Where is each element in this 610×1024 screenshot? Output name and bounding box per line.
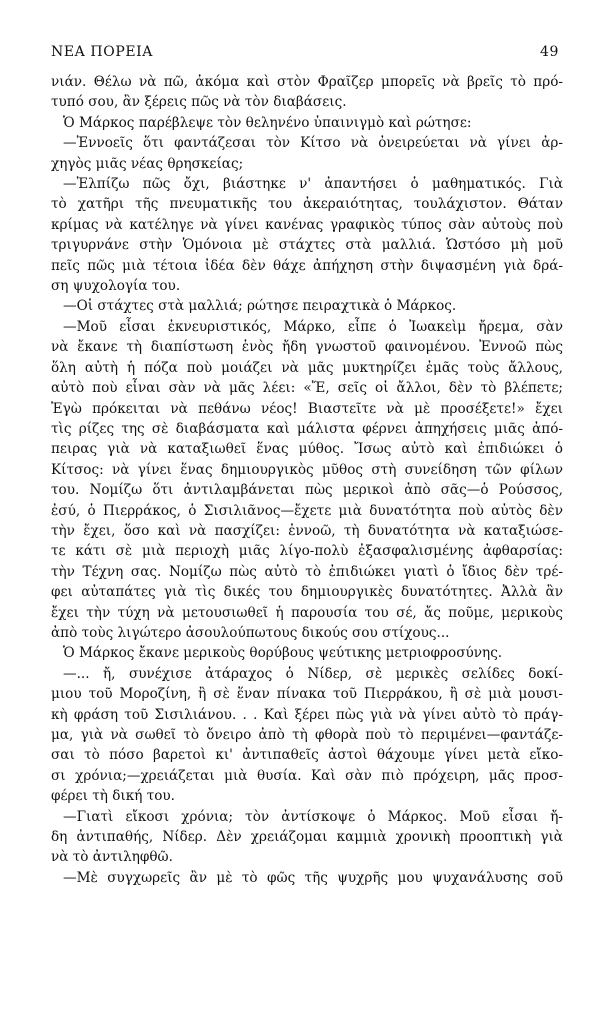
text-line: Κίτσος: νὰ γίνει ἕνας δημιουργικὸς μῦθος στὴ συνείδηση τῶν φίλων: [51, 461, 563, 478]
text-line: τὶς ρίζες της σὲ διαβάσματα καὶ μάλιστα φέρνει ἀπηχήσεις μιᾶς ἀπό-: [51, 420, 563, 437]
text-line: Ὁ Μάρκος παρέβλεψε τὸν θεληνένο ὑπαινιγμὸ καὶ ρώτησε:: [63, 114, 472, 131]
text-line: πεῖς πῶς μιὰ τέτοια ἰδέα δὲν θάχε ἀπήχηση στὴν διψασμένη γιὰ δρά-: [51, 257, 563, 274]
text-line: ση ψυχολογία του.: [51, 278, 181, 295]
text-line: —Γιατὶ εἴκοσι χρόνια; τὸν ἀντίσκοψε ὁ Μάρκος. Μοῦ εἶσαι ἤ-: [63, 808, 563, 825]
text-line: —Μὲ συγχωρεῖς ἂν μὲ τὸ φῶς τῆς ψυχρῆς μου ψυχανάλυσης σοῦ: [63, 869, 563, 886]
text-line: κὴ φράση τοῦ Σισιλιάνου. . . Καὶ ξέρει πὼς γιὰ νὰ γίνει αὐτὸ τὸ πράγ-: [51, 706, 563, 723]
text-line: νὰ τὸ ἀντιληφθῶ.: [51, 849, 173, 866]
text-line: —Ἐννοεῖς ὅτι φαντάζεσαι τὸν Κίτσο νὰ ὀνειρεύεται νὰ γίνει ἀρ-: [63, 135, 563, 152]
text-line: του. Νομίζω ὅτι ἀντιλαμβάνεται πὼς μερικοὶ ἀπὸ σᾶς—ὁ Ρούσσος,: [51, 482, 563, 499]
text-line: κρίμας νὰ κατέληγε νὰ γίνει κανένας γραφικὸς τύπος σὰν αὐτοὺς ποὺ: [51, 216, 563, 233]
text-line: τυπό σου, ἂν ξέρεις πῶς νὰ τὸν διαβάσεις.: [51, 94, 347, 111]
text-line: μα, γιὰ νὰ σωθεῖ τὸ ὄνειρο ἀπὸ τὴ φθορὰ ποὺ τὸ περιμένει—φαντάζε-: [51, 727, 563, 743]
text-line: νιάν. Θέλω νὰ πῶ, ἀκόμα καὶ στὸν Φραῖζερ μπορεῖς νὰ βρεῖς τὸ πρό-: [51, 74, 563, 90]
text-line: —Ἐλπίζω πῶς ὄχι, βιάστηκε ν' ἀπαντήσει ὁ μαθηματικός. Γιὰ: [63, 176, 563, 193]
text-line: χηγὸς μιᾶς νέας θρησκείας;: [51, 155, 244, 172]
text-line: μιου τοῦ Μοροζίνη, ἢ σὲ ἕναν πίνακα τοῦ Πιερράκου, ἢ σὲ μιὰ μουσι-: [51, 686, 563, 703]
text-line: πειρας γιὰ νὰ καταξιωθεῖ ἕνας μύθος. Ἴσως αὐτὸ καὶ ἐπιδιώκει ὁ: [51, 441, 563, 458]
body-text: [51, 72, 563, 888]
text-line: ἐσύ, ὁ Πιερράκος, ὁ Σισιλιᾶνος—ἔχετε μιὰ δυνατότητα ποὺ αὐτὸς δὲν: [51, 502, 563, 519]
text-line: φει αὐταπάτες γιὰ τὶς δικές του δημιουργικὲς δυνατότητες. Ἀλλὰ ἂν: [51, 584, 563, 601]
running-title: ΝΕΑ ΠΟΡΕΙΑ: [51, 44, 153, 60]
text-line: τὸ χατῆρι τῆς πνευματικῆς του ἀκεραιότητας, τουλάχιστον. Θάταν: [51, 196, 563, 213]
text-line: τριγυρνάνε στὴν Ὁμόνοια μὲ στάχτες στὰ μαλλιά. Ὡστόσο μὴ μοῦ: [51, 237, 563, 254]
running-header: [51, 44, 559, 60]
text-line: νὰ ἔκανε τὴ διαπίστωση ἑνὸς ἤδη γνωστοῦ φαινομένου. Ἐννοῶ πὼς: [51, 339, 563, 356]
text-line: τὴν Τέχνη σας. Νομίζω πὼς αὐτὸ τὸ ἐπιδιώκει γιατὶ ὁ ἴδιος δὲν τρέ-: [51, 563, 563, 580]
text-line: —Οἱ στάχτες στὰ μαλλιά; ρώτησε πειραχτικὰ ὁ Μάρκος.: [63, 298, 457, 315]
text-line: δη ἀντιπαθής, Νίδερ. Δὲν χρειάζομαι καμμιὰ χρονικὴ προοπτικὴ γιὰ: [51, 829, 563, 846]
text-line: σι χρόνια;—χρειάζεται μιὰ θυσία. Καὶ σὰν πιὸ πρόχειρη, μᾶς προσ-: [51, 767, 563, 784]
text-line: Ὁ Μάρκος ἔκανε μερικοὺς θορύβους ψεύτικης μετριοφροσύνης.: [63, 645, 503, 662]
text-line: τε κάτι σὲ μιὰ περιοχὴ μιᾶς λίγο-πολὺ ἐξασφαλισμένης ἀφθαρσίας:: [51, 543, 563, 560]
text-line: —... ἤ, συνέχισε ἀτάραχος ὁ Νίδερ, σὲ μερικὲς σελίδες δοκί-: [63, 665, 563, 682]
text-line: —Μοῦ εἶσαι ἐκνευριστικός, Μάρκο, εἶπε ὁ Ἰωακεὶμ ἤρεμα, σὰν: [63, 318, 563, 335]
text-line: τὴν ἔχει, ὅσο καὶ νὰ πασχίζει: ἐννοῶ, τὴ δυνατότητα νὰ καταξιώσε-: [51, 522, 563, 539]
text-line: αὐτὸ ποὺ εἶναι σὰν νὰ μᾶς λέει: «Ἔ, σεῖς οἱ ἄλλοι, δὲν τὸ βλέπετε;: [51, 380, 563, 397]
text-line: σαι τὸ πόσο βαρετοὶ κι' ἀντιπαθεῖς ἀστοὶ θάχουμε γίνει μετὰ εἴκο-: [51, 747, 563, 764]
text-line: ἀπὸ τοὺς λιγώτερο ἀσουλούπωτους δικούς σου στίχους...: [51, 624, 450, 641]
page-number: 49: [539, 44, 559, 60]
text-line: ἔχει τὴν τύχη νὰ μετουσιωθεῖ ἡ παρουσία του σέ, ἄς ποῦμε, μερικοὺς: [51, 604, 563, 621]
text-line: φέρει τὴ δική του.: [51, 788, 175, 805]
text-line: Ἐγὼ πρόκειται νὰ πεθάνω νέος! Βιαστεῖτε νὰ μὲ προσέξετε!» ἔχει: [51, 400, 563, 417]
text-line: ὅλη αὐτὴ ἡ πόζα ποὺ μοιάζει νὰ μᾶς μυκτηρίζει ἐμᾶς τοὺς ἄλλους,: [51, 359, 563, 376]
